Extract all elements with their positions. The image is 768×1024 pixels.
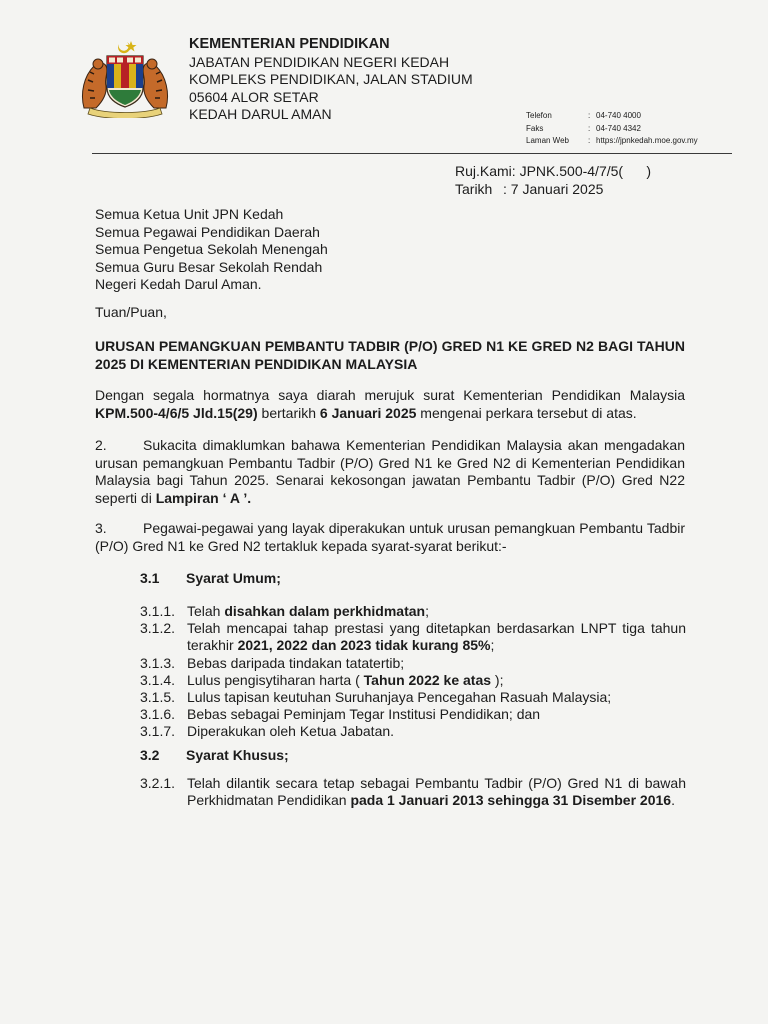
letterhead xyxy=(189,36,473,124)
address-line: 05604 ALOR SETAR xyxy=(189,88,319,105)
contact-colon: : xyxy=(588,136,591,145)
contact-value: 04-740 4342 xyxy=(596,123,641,133)
list-item xyxy=(140,655,686,672)
section-number: 3.1 xyxy=(140,570,160,586)
section-number: 3.2 xyxy=(140,747,160,763)
paragraph-1 xyxy=(95,387,685,422)
list-item xyxy=(140,603,686,620)
section-heading-specific xyxy=(140,747,289,763)
contact-label: Telefon xyxy=(526,111,552,120)
para-text: mengenai perkara tersebut di atas. xyxy=(416,404,637,421)
recipient-line: Semua Pengetua Sekolah Menengah xyxy=(95,241,328,257)
section-title: Syarat Khusus; xyxy=(186,747,289,763)
para-text: Sukacita dimaklumkan bahawa Kementerian Pendidikan Malaysia akan mengadakan urusan pemangkuan Pembantu Tadbir (P/O) Gred N1 ke Gred N2 di Kementerian Pendidikan Malaysia bagi Tahun 2025. Senarai kekosongan jawatan Pembantu Tadbir (P/O) Gred N22 seperti di xyxy=(95,437,685,506)
item-emphasis: disahkan dalam perkhidmatan xyxy=(224,603,426,619)
subject-heading: URUSAN PEMANGKUAN PEMBANTU TADBIR (P/O) GRED N1 KE GRED N2 BAGI TAHUN 2025 DI KEMENTERIAN PENDIDIKAN MALAYSIA xyxy=(95,338,685,372)
contact-label: Laman Web xyxy=(526,136,569,145)
para-text: Pegawai-pegawai yang layak diperakukan untuk urusan pemangkuan Pembantu Tadbir (P/O) Gred N1 ke Gred N2 tertakluk kepada syarat-syarat berikut:- xyxy=(95,520,685,554)
item-text: Telah xyxy=(187,603,225,619)
date-label: Tarikh xyxy=(455,181,493,197)
item-text: Lulus tapisan keutuhan Suruhanjaya Pencegahan Rasuah Malaysia; xyxy=(187,689,612,706)
list-item xyxy=(140,775,686,809)
item-text: ); xyxy=(491,671,504,688)
item-number: 3.1.2. xyxy=(140,620,176,637)
contact-value: 04-740 4000 xyxy=(596,111,641,120)
department-name: JABATAN PENDIDIKAN NEGERI KEDAH xyxy=(189,53,450,70)
date-text: 6 Januari 2025 xyxy=(319,404,417,421)
paragraph-2 xyxy=(95,437,685,507)
reference-code: KPM.500-4/6/5 Jld.15(29) xyxy=(95,404,258,421)
recipient-list xyxy=(95,206,685,294)
list-item xyxy=(140,689,686,706)
list-item xyxy=(140,672,686,689)
item-number: 3.1.6. xyxy=(140,706,176,723)
date-value: : 7 Januari 2025 xyxy=(503,181,604,197)
para-text: Dengan segala hormatnya saya diarah merujuk surat Kementerian Pendidikan Malaysia xyxy=(95,387,685,403)
contact-website xyxy=(526,135,698,148)
coat-of-arms-logo xyxy=(76,38,174,118)
header-divider xyxy=(92,153,732,154)
item-text: . xyxy=(671,792,675,809)
recipient-line: Semua Pegawai Pendidikan Daerah xyxy=(95,223,320,240)
address-line: KEDAH DARUL AMAN xyxy=(189,106,332,122)
ref-label: Ruj.Kami: xyxy=(455,163,516,179)
list-item xyxy=(140,620,686,654)
section-title: Syarat Umum; xyxy=(186,570,281,586)
item-emphasis: 2021, 2022 dan 2023 tidak kurang 85% xyxy=(237,637,491,654)
recipient-line: Negeri Kedah Darul Aman. xyxy=(95,276,262,292)
specific-requirements-list xyxy=(140,775,686,809)
item-text: Telah mencapai tahap prestasi yang ditetapkan berdasarkan LNPT tiga tahun terakhir xyxy=(187,620,686,654)
paragraph-3 xyxy=(95,520,685,555)
item-text: Lulus pengisytiharan harta ( xyxy=(187,671,364,688)
contact-colon: : xyxy=(588,111,591,120)
item-text: Diperakukan oleh Ketua Jabatan. xyxy=(187,723,395,740)
contact-phone xyxy=(526,110,698,123)
recipient-line: Semua Ketua Unit JPN Kedah xyxy=(95,206,284,222)
item-number: 3.1.5. xyxy=(140,689,176,706)
contact-label: Faks xyxy=(526,123,544,133)
salutation: Tuan/Puan, xyxy=(95,304,167,320)
item-text: Bebas sebagai Peminjam Tegar Institusi Pendidikan; dan xyxy=(187,706,541,723)
item-emphasis: Tahun 2022 ke atas xyxy=(363,671,492,688)
contact-block xyxy=(526,110,698,148)
website-link[interactable]: https://jpnkedah.moe.gov.my xyxy=(596,136,698,145)
section-heading-general xyxy=(140,570,281,586)
list-item xyxy=(140,706,686,723)
item-number: 3.1.3. xyxy=(140,654,176,671)
item-number: 3.1.4. xyxy=(140,671,176,688)
list-item xyxy=(140,723,686,740)
item-number: 3.1.7. xyxy=(140,723,176,740)
para-number: 3. xyxy=(95,520,107,536)
item-number: 3.2.1. xyxy=(140,775,176,791)
ministry-name: KEMENTERIAN PENDIDIKAN xyxy=(189,36,390,52)
para-text: bertarikh xyxy=(257,404,320,421)
address-line: KOMPLEKS PENDIDIKAN, JALAN STADIUM xyxy=(189,71,473,87)
ref-number: JPNK.500-4/7/5( ) xyxy=(519,163,652,179)
item-number: 3.1.1. xyxy=(140,603,176,619)
general-requirements-list xyxy=(140,603,686,741)
attachment-ref: Lampiran ‘ A ’. xyxy=(155,489,252,506)
contact-fax xyxy=(526,123,698,136)
item-text: Bebas daripada tindakan tatatertib; xyxy=(187,654,405,671)
para-number: 2. xyxy=(95,437,107,453)
recipient-line: Semua Guru Besar Sekolah Rendah xyxy=(95,258,323,275)
contact-colon: : xyxy=(588,123,591,133)
item-text: ; xyxy=(490,637,495,654)
item-text: Telah dilantik secara tetap sebagai Pembantu Tadbir (P/O) Gred N1 di bawah Perkhidmatan Pendidikan xyxy=(187,775,686,809)
item-emphasis: pada 1 Januari 2013 sehingga 31 Disember 2016 xyxy=(350,792,672,809)
reference-block xyxy=(455,162,651,198)
item-text: ; xyxy=(425,603,429,619)
